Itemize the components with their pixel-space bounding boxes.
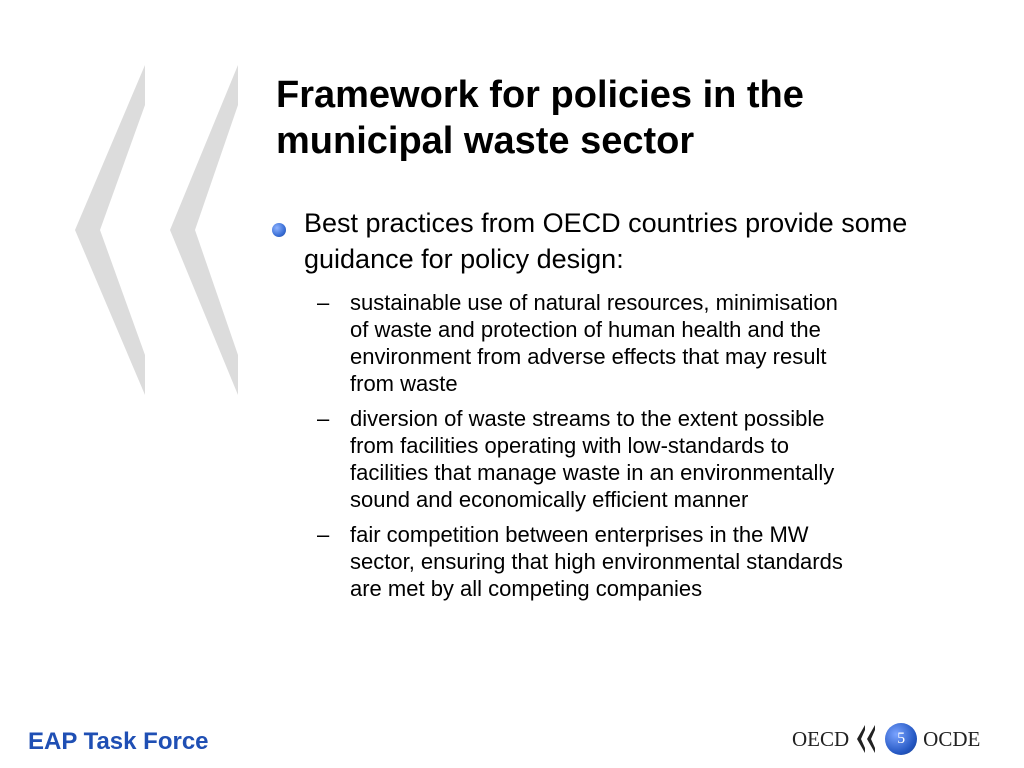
dash-marker: – — [317, 522, 330, 547]
footer-logo-group — [792, 722, 980, 756]
sub-bullet — [262, 521, 850, 602]
footer-ocde-text: OCDE — [923, 726, 981, 751]
oecd-chevrons-icon — [70, 65, 245, 395]
dash-marker: – — [317, 290, 330, 315]
footer-org-label: EAP Task Force — [28, 728, 209, 755]
sub-bullet-list — [262, 289, 962, 602]
sub-bullet — [262, 405, 850, 513]
main-bullet — [262, 205, 962, 277]
slide-title: Framework for policies in the municipal waste sector — [276, 74, 804, 162]
sub-bullet-text: diversion of waste streams to the extent possible from facilities operating with low-standards to facilities that manage waste in an environmentally sound and economically efficient manner — [350, 406, 835, 512]
oecd-chevrons-icon — [855, 724, 879, 754]
dash-marker: – — [317, 406, 330, 431]
slide-content — [262, 205, 962, 610]
main-bullet-text: Best practices from OECD countries provide some guidance for policy design: — [304, 208, 908, 274]
sub-bullet-text: fair competition between enterprises in the MW sector, ensuring that high environmental standards are met by all competing companies — [350, 522, 843, 601]
footer-oecd-text: OECD — [792, 726, 850, 751]
bullet-dot-icon — [272, 223, 286, 237]
sub-bullet-text: sustainable use of natural resources, minimisation of waste and protection of human health and the environment from adverse effects that may result from waste — [350, 290, 838, 396]
sub-bullet — [262, 289, 850, 397]
page-number-badge: 5 — [885, 723, 917, 755]
